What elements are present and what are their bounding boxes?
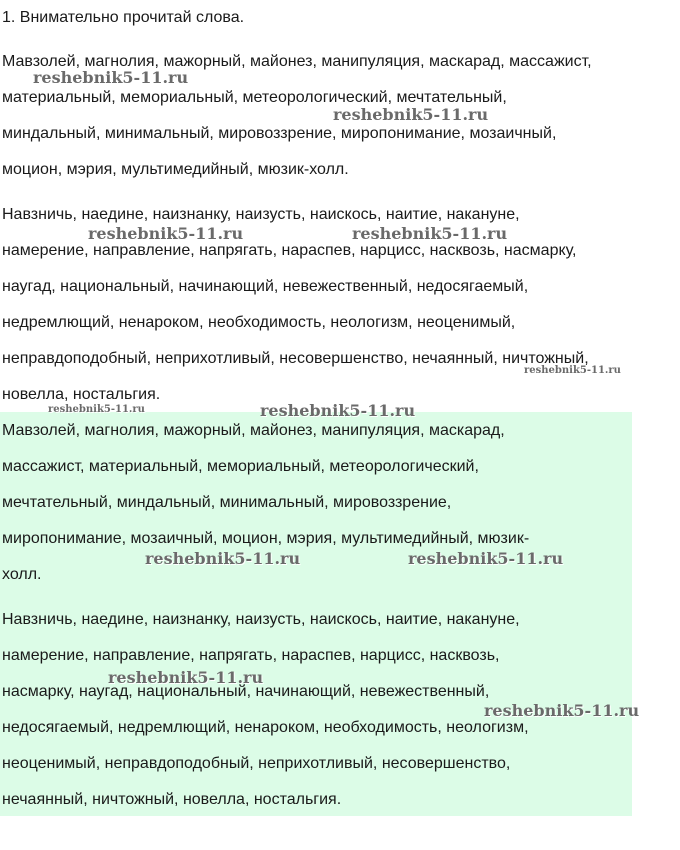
- answer-line: неоценимый, неправдоподобный, неприхотливый, несовершенство,: [2, 755, 511, 772]
- task-heading: 1. Внимательно прочитай слова.: [2, 9, 245, 26]
- answer-line: Мавзолей, магнолия, мажорный, майонез, манипуляция, маскарад,: [2, 422, 505, 439]
- answer-line: недосягаемый, недремлющий, ненароком, необходимость, неологизм,: [2, 719, 529, 736]
- text-line: Навзничь, наедине, наизнанку, наизусть, наискось, наитие, накануне,: [2, 206, 520, 223]
- watermark: reshebnik5-11.ru: [108, 668, 264, 687]
- watermark: reshebnik5-11.ru: [524, 365, 621, 376]
- watermark: reshebnik5-11.ru: [484, 701, 640, 720]
- watermark: reshebnik5-11.ru: [88, 224, 244, 243]
- text-line: недремлющий, ненароком, необходимость, неологизм, неоценимый,: [2, 314, 516, 331]
- watermark: reshebnik5-11.ru: [408, 549, 564, 568]
- watermark: reshebnik5-11.ru: [333, 105, 489, 124]
- answer-line: массажист, материальный, мемориальный, метеорологический,: [2, 458, 479, 475]
- text-line: неправдоподобный, неприхотливый, несовершенство, нечаянный, ничтожный,: [2, 350, 589, 367]
- answer-line: Навзничь, наедине, наизнанку, наизусть, наискось, наитие, накануне,: [2, 611, 520, 628]
- text-line: миндальный, минимальный, мировоззрение, миропонимание, мозаичный,: [2, 125, 557, 142]
- text-line: моцион, мэрия, мультимедийный, мюзик-холл.: [2, 161, 349, 178]
- text-line: намерение, направление, напрягать, нараспев, нарцисс, насквозь, насмарку,: [2, 242, 577, 259]
- answer-line: нечаянный, ничтожный, новелла, ностальгия.: [2, 791, 342, 808]
- answer-line: мечтательный, миндальный, минимальный, мировоззрение,: [2, 494, 452, 511]
- watermark: reshebnik5-11.ru: [352, 224, 508, 243]
- answer-line: миропонимание, мозаичный, моцион, мэрия, мультимедийный, мюзик-: [2, 530, 530, 547]
- answer-line: намерение, направление, напрягать, нараспев, нарцисс, насквозь,: [2, 647, 500, 664]
- text-line: наугад, национальный, начинающий, невежественный, недосягаемый,: [2, 278, 529, 295]
- text-line: материальный, мемориальный, метеорологический, мечтательный,: [2, 89, 507, 106]
- watermark: reshebnik5-11.ru: [33, 68, 189, 87]
- answer-line: насмарку, наугад, национальный, начинающий, невежественный,: [2, 683, 490, 700]
- answer-line: холл.: [2, 566, 42, 583]
- watermark: reshebnik5-11.ru: [48, 404, 145, 415]
- watermark: reshebnik5-11.ru: [260, 401, 416, 420]
- text-line: новелла, ностальгия.: [2, 386, 161, 403]
- watermark: reshebnik5-11.ru: [145, 549, 301, 568]
- text-line: Мавзолей, магнолия, мажорный, майонез, манипуляция, маскарад, массажист,: [2, 53, 592, 70]
